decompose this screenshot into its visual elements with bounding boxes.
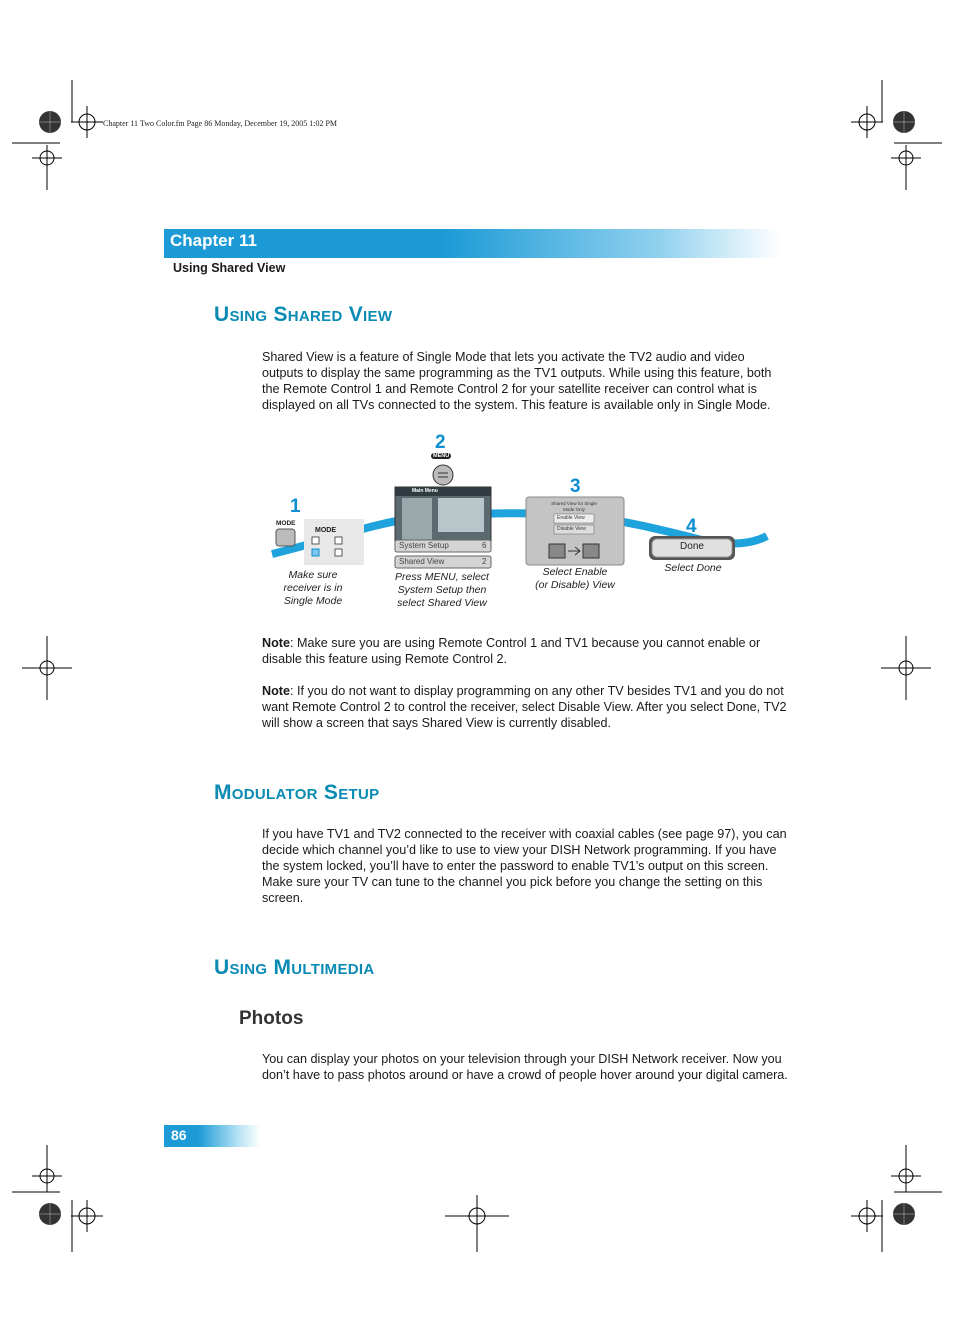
mode-key-label: MODE [276,520,296,527]
mode-button-icon [276,529,295,546]
heading-using-multimedia: Using Multimedia [214,956,375,979]
note-remote-control: Note: Make sure you are using Remote Control 1 and TV1 because you cannot enable or disable this feature using Remote Control 2. [262,636,761,666]
paragraph-shared-view: Shared View is a feature of Single Mode that lets you activate the TV2 audio and video outputs to display the same programming as the TV1 outputs. While using this feature, both the Remote Control 1 and Remote Control 2 for your satellite receiver can control what is displayed on all TVs connected to the system. This feature is available only in Single Mode. [262,350,772,412]
menu-item-system-setup-num: 6 [482,541,487,550]
mode-panel-label: MODE [315,527,336,534]
menu-item-shared-view: Shared View [399,557,445,566]
shared-view-diagram [262,432,782,612]
step-4-caption: Select Done [664,562,722,574]
step-3-caption: Select Enable (or Disable) View [535,566,615,591]
step-2-number: 2 [435,432,446,453]
step-1-caption: Make sure receiver is in Single Mode [283,569,343,607]
chapter-title: Chapter 11 [170,231,257,250]
printer-line: Chapter 11 Two Color.fm Page 86 Monday, December 19, 2005 1:02 PM [103,119,338,128]
menu-key-label: MENU [433,453,450,459]
heading-using-shared-view: Using Shared View [214,303,393,326]
subheading-photos: Photos [239,1008,304,1029]
heading-modulator-setup: Modulator Setup [214,781,380,804]
dialog-option-disable: Disable View [557,526,586,532]
step-2-caption: Press MENU, select System Setup then select Shared View [395,571,489,609]
note-disable-view: Note: If you do not want to display programming on any other TV besides TV1 and you do not want Remote Control 2 to control the receiver, select Disable View. After you select Done, TV2 will show a screen that says Shared View is currently disabled. [262,684,787,730]
dialog-option-enable: Enable View [557,515,585,521]
paragraph-modulator-setup: If you have TV1 and TV2 connected to the receiver with coaxial cables (see page 97), you can decide which channel you’d like to use to view your DISH Network programming. If you have the system locked, you’ll have to enter the password to enable TV1’s output on this screen. Make sure your TV can tune to the channel you pick before you change the setting on this screen. [262,827,787,905]
step-4-number: 4 [686,516,697,537]
menu-screen-title: Main Menu [412,488,438,494]
menu-item-shared-view-num: 2 [482,557,487,566]
step-1-number: 1 [290,496,301,517]
menu-item-system-setup: System Setup [399,541,449,550]
paragraph-photos: You can display your photos on your television through your DISH Network receiver. Now you don’t have to pass photos around or have a crowd of people hover around your digital camera. [262,1052,788,1082]
menu-button-icon [433,465,453,485]
step-3-number: 3 [570,476,581,497]
page-number: 86 [171,1127,187,1143]
running-section-label: Using Shared View [173,261,286,275]
done-button-label: Done [680,541,704,552]
dialog-title: Shared View for Single Mode Only [551,501,597,512]
